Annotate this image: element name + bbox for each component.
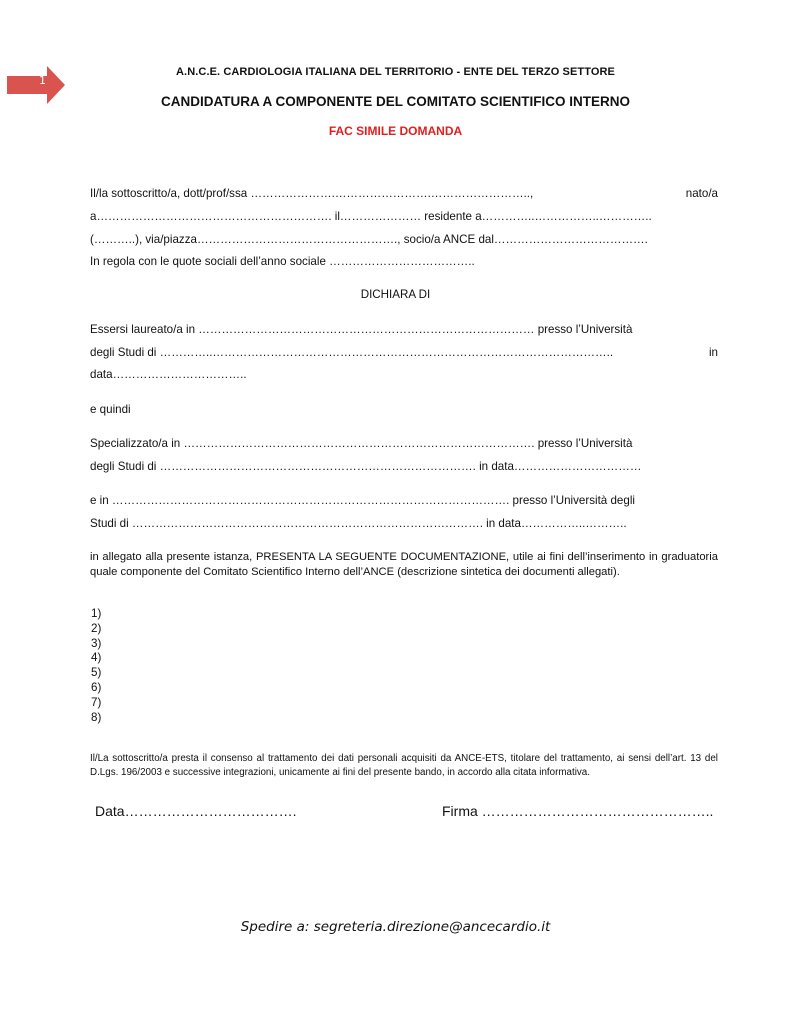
documentation-paragraph: in allegato alla presente istanza, PRESENTA LA SEGUENTE DOCUMENTAZIONE, utile ai fini dell’inserimento in graduatoria quale componente del Comitato Scientifico Interno dell’ANCE (descrizione sintetica dei documenti allegati). <box>90 551 718 578</box>
degree-line-3: data…………………………….. <box>90 368 247 381</box>
applicant-line-1 <box>90 187 718 201</box>
page-number: 1 <box>39 74 46 87</box>
consent-paragraph: Il/La sottoscritto/a presta il consenso al trattamento dei dati personali acquisiti da ANCE-ETS, titolare del trattamento, ai sensi dell’art. 13 del D.Lgs. 196/2003 e successive integrazioni, unicamente ai fini del presente bando, in accordo alla citata informativa. <box>90 753 718 778</box>
footer-send-to: Spedire a: segreteria.direzione@ancecardio.it <box>240 919 551 935</box>
date-field-label: Data………………………………. <box>95 803 297 819</box>
declaration-heading: DICHIARA DI <box>360 288 431 301</box>
degree-line-1: Essersi laureato/a in …………………………………………………………………………… presso l’Università <box>90 323 633 336</box>
additional-line-1: e in …………………………………………………………………………………………. presso l’Università degli <box>90 494 635 507</box>
signature-field-label: Firma ………………………………………….. <box>442 803 714 819</box>
applicant-line-4: In regola con le quote sociali dell’anno sociale ……………………………….. <box>90 255 475 268</box>
specialization-line-1: Specializzato/a in ………………………………………………………………………………. presso l’Università <box>90 437 633 450</box>
applicant-line-3: (………..), via/piazza……………………………………………., socio/a ANCE dal…………………………………. <box>90 233 648 246</box>
e-quindi-text: e quindi <box>90 403 131 416</box>
document-list-item: 6) <box>91 680 102 694</box>
document-list-item: 5) <box>91 666 102 680</box>
applicant-name-text: Il/la sottoscritto/a, dott/prof/ssa ………………….…………………….…………………….., <box>90 187 534 200</box>
degree-line-2 <box>90 346 718 360</box>
document-list-item: 2) <box>91 621 102 635</box>
specialization-line-2: degli Studi di ………………………………………………………………………. in data…………………………… <box>90 460 642 473</box>
documents-list <box>91 607 101 725</box>
organization-header: A.N.C.E. CARDIOLOGIA ITALIANA DEL TERRITORIO - ENTE DEL TERZO SETTORE <box>176 66 615 78</box>
degree-university-text: degli Studi di …………..………………………………………………………………………………………….. <box>90 346 614 359</box>
document-subtitle: FAC SIMILE DOMANDA <box>328 124 463 138</box>
applicant-born-label: nato/a <box>685 187 718 200</box>
document-list-item: 3) <box>91 636 102 650</box>
additional-line-2: Studi di ………………………………………………………………………………. in data……………..……….. <box>90 517 627 530</box>
document-list-item: 4) <box>91 651 102 665</box>
document-list-item: 7) <box>91 695 102 709</box>
document-list-item: 8) <box>91 710 102 724</box>
document-list-item: 1) <box>91 607 102 620</box>
degree-in-label: in <box>708 346 718 359</box>
document-title: CANDIDATURA A COMPONENTE DEL COMITATO SCIENTIFICO INTERNO <box>161 94 630 109</box>
applicant-line-2: a……………………………………………………. il………………… residente a…………..……………..………….. <box>90 210 652 223</box>
